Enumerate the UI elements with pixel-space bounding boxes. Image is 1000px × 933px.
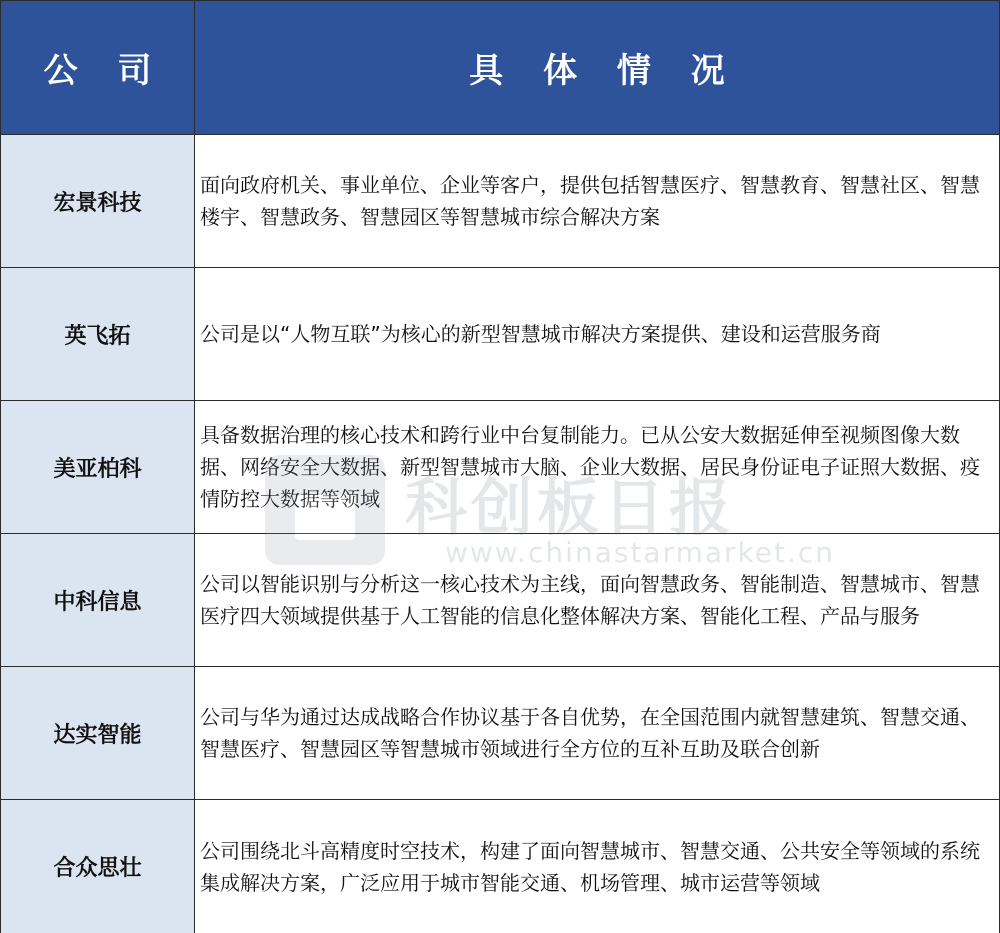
header-company: 公 司 <box>1 1 195 135</box>
company-cell: 合众思壮 <box>1 800 195 933</box>
description-cell: 面向政府机关、事业单位、企业等客户，提供包括智慧医疗、智慧教育、智慧社区、智慧楼宇、智慧政务、智慧园区等智慧城市综合解决方案 <box>195 135 999 268</box>
company-cell: 美亚柏科 <box>1 401 195 534</box>
company-cell: 达实智能 <box>1 667 195 800</box>
description-cell: 公司与华为通过达成战略合作协议基于各自优势，在全国范围内就智慧建筑、智慧交通、智慧医疗、智慧园区等智慧城市领域进行全方位的互补互助及联合创新 <box>195 667 999 800</box>
description-cell: 公司是以“人物互联”为核心的新型智慧城市解决方案提供、建设和运营服务商 <box>195 268 999 401</box>
company-cell: 中科信息 <box>1 534 195 667</box>
header-details: 具 体 情 况 <box>195 1 999 135</box>
description-cell: 公司以智能识别与分析这一核心技术为主线，面向智慧政务、智能制造、智慧城市、智慧医疗四大领域提供基于人工智能的信息化整体解决方案、智能化工程、产品与服务 <box>195 534 999 667</box>
description-cell: 公司围绕北斗高精度时空技术，构建了面向智慧城市、智慧交通、公共安全等领域的系统集成解决方案，广泛应用于城市智能交通、机场管理、城市运营等领域 <box>195 800 999 933</box>
company-cell: 宏景科技 <box>1 135 195 268</box>
description-cell: 具备数据治理的核心技术和跨行业中台复制能力。已从公安大数据延伸至视频图像大数据、网络安全大数据、新型智慧城市大脑、企业大数据、居民身份证电子证照大数据、疫情防控大数据等领域 <box>195 401 999 534</box>
company-cell: 英飞拓 <box>1 268 195 401</box>
